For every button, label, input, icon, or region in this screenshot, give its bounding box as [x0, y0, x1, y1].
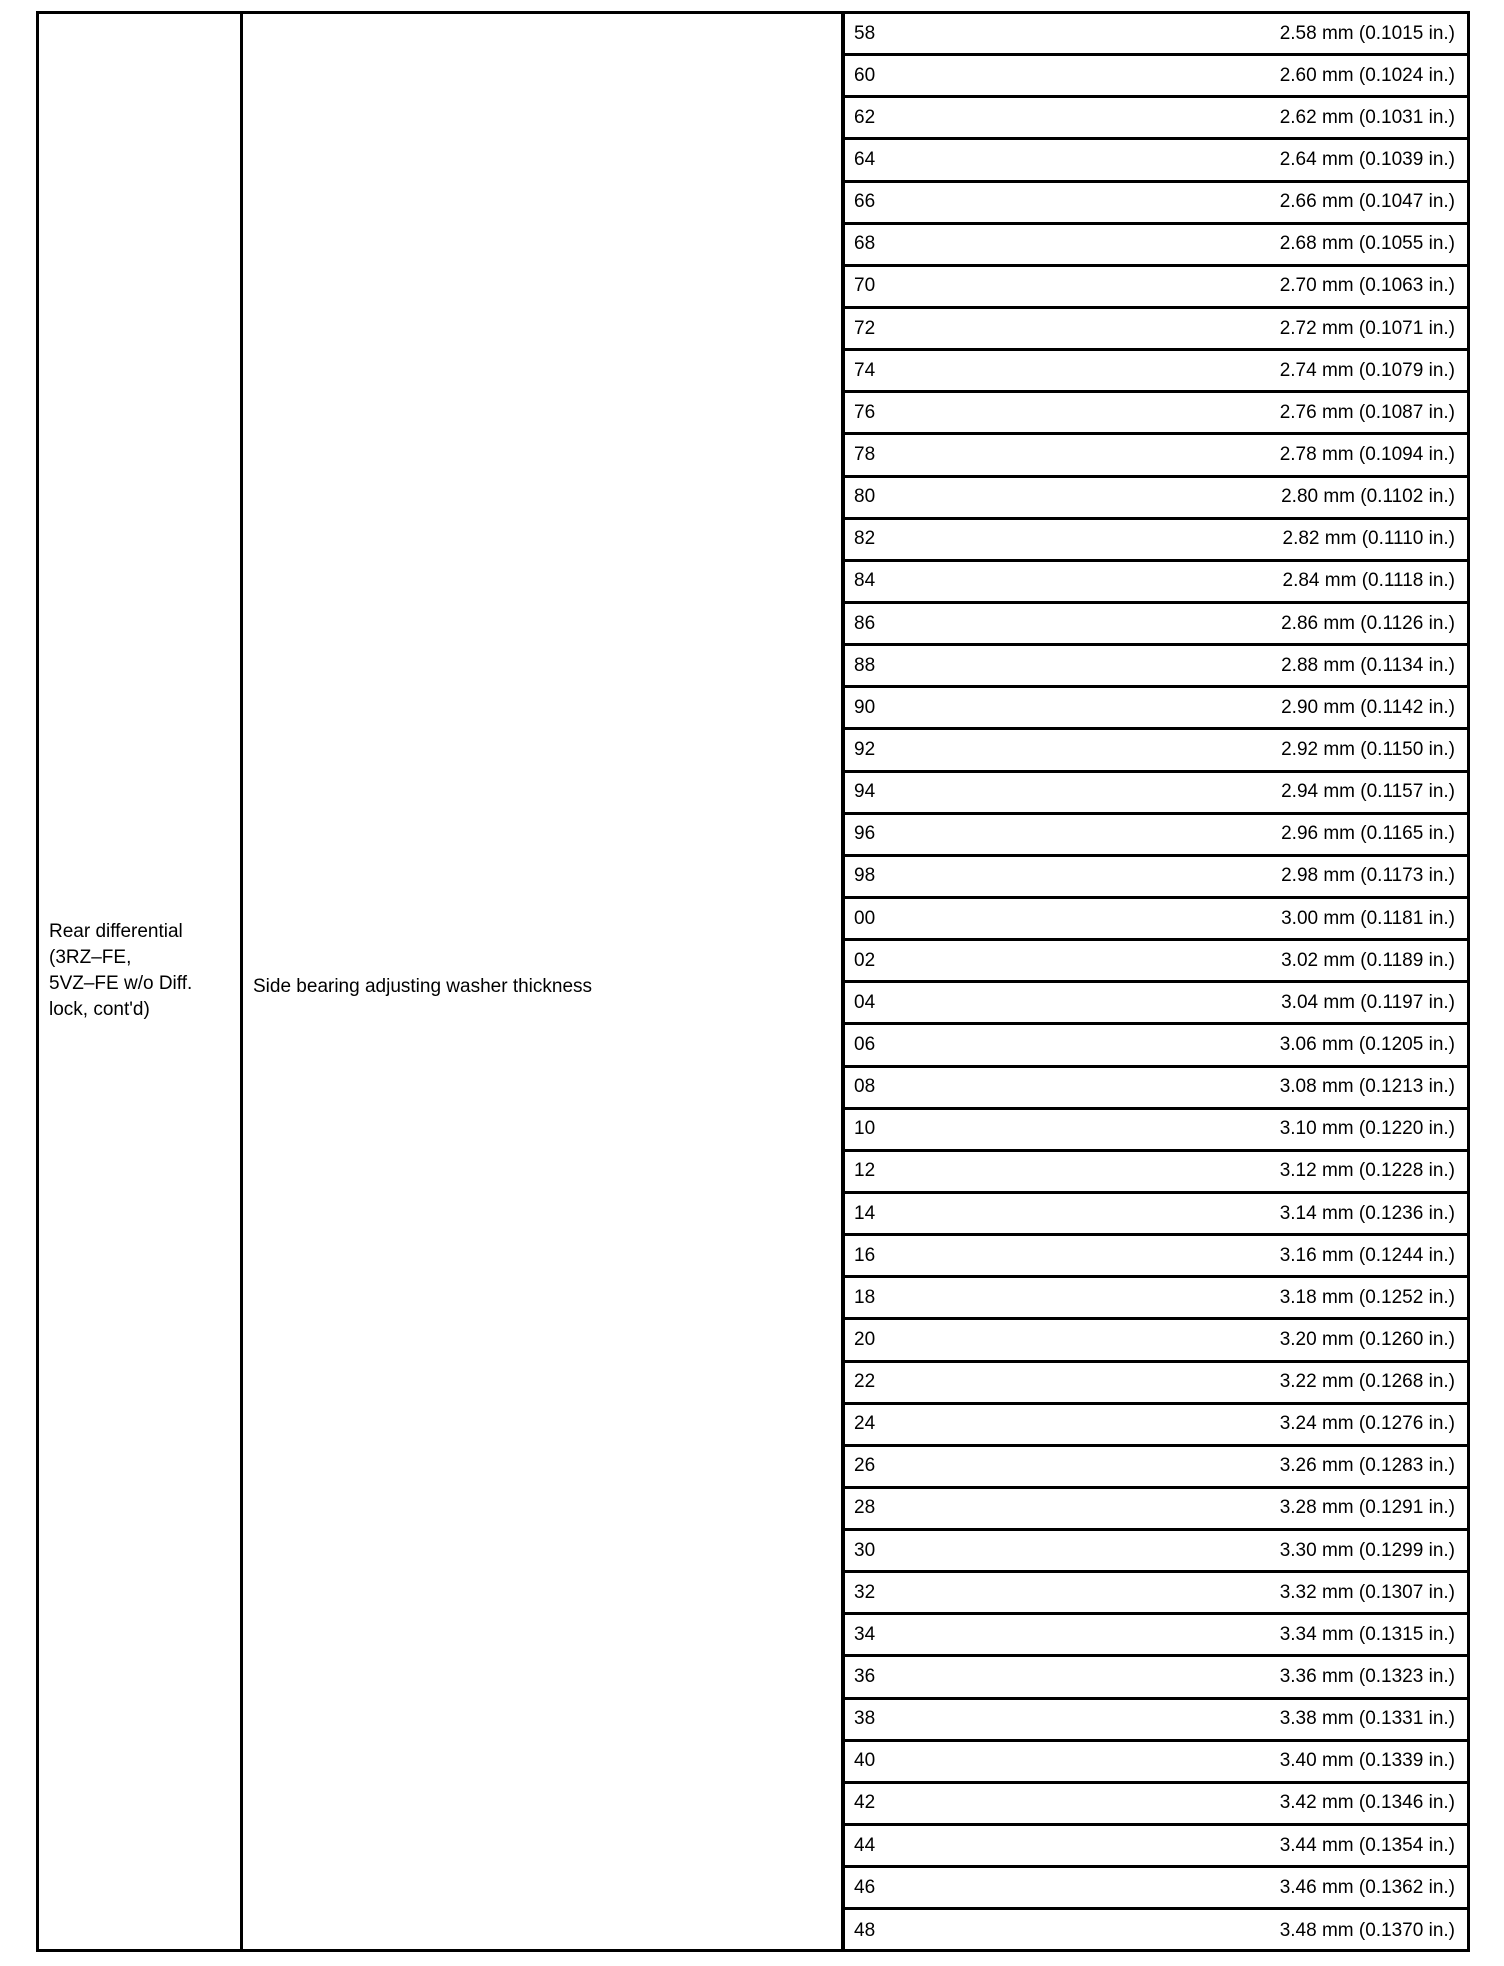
row-thickness: 3.12 mm (0.1228 in.) [1279, 1160, 1455, 1182]
table-row [845, 140, 1467, 182]
row-thickness: 2.60 mm (0.1024 in.) [1279, 64, 1455, 86]
row-mark: 28 [854, 1497, 876, 1519]
row-thickness: 2.78 mm (0.1094 in.) [1279, 443, 1455, 465]
table-row [845, 815, 1467, 857]
table-row [845, 1531, 1467, 1573]
row-thickness: 2.86 mm (0.1126 in.) [1281, 612, 1455, 634]
washer-rows [845, 14, 1467, 1949]
row-mark: 78 [854, 443, 876, 465]
row-mark: 08 [854, 1076, 876, 1098]
row-thickness: 2.62 mm (0.1031 in.) [1279, 106, 1455, 128]
item-label: Rear differential (3RZ–FE, 5VZ–FE w/o Diff. lock, cont'd) [49, 921, 193, 1020]
row-mark: 20 [854, 1328, 876, 1350]
row-thickness: 2.94 mm (0.1157 in.) [1281, 781, 1455, 803]
row-thickness: 3.26 mm (0.1283 in.) [1279, 1455, 1455, 1477]
row-thickness: 2.88 mm (0.1134 in.) [1281, 654, 1455, 676]
row-mark: 90 [854, 696, 876, 718]
row-mark: 46 [854, 1876, 876, 1898]
row-thickness: 2.66 mm (0.1047 in.) [1279, 191, 1455, 213]
row-thickness: 2.82 mm (0.1110 in.) [1282, 528, 1455, 550]
row-thickness: 3.10 mm (0.1220 in.) [1279, 1118, 1455, 1140]
table-row [845, 857, 1467, 899]
row-thickness: 2.90 mm (0.1142 in.) [1281, 696, 1455, 718]
table-row [845, 393, 1467, 435]
row-thickness: 3.18 mm (0.1252 in.) [1279, 1286, 1455, 1308]
item-column [39, 14, 243, 1949]
row-thickness: 3.32 mm (0.1307 in.) [1279, 1581, 1455, 1603]
table-row [845, 1447, 1467, 1489]
table-row [845, 604, 1467, 646]
row-thickness: 3.16 mm (0.1244 in.) [1279, 1244, 1455, 1266]
row-mark: 30 [854, 1539, 876, 1561]
row-thickness: 3.36 mm (0.1323 in.) [1279, 1666, 1455, 1688]
row-thickness: 3.28 mm (0.1291 in.) [1279, 1497, 1455, 1519]
row-thickness: 2.76 mm (0.1087 in.) [1279, 401, 1455, 423]
parameter-label: Side bearing adjusting washer thickness [253, 976, 593, 997]
row-thickness: 3.04 mm (0.1197 in.) [1281, 991, 1455, 1013]
row-mark: 72 [854, 317, 876, 339]
row-thickness: 3.06 mm (0.1205 in.) [1279, 1033, 1455, 1055]
table-row [845, 1194, 1467, 1236]
row-mark: 88 [854, 654, 876, 676]
row-mark: 00 [854, 907, 876, 929]
row-mark: 14 [854, 1202, 876, 1224]
row-mark: 44 [854, 1834, 876, 1856]
table-row [845, 56, 1467, 98]
row-mark: 10 [854, 1118, 876, 1140]
table-row [845, 435, 1467, 477]
parameter-column [243, 14, 845, 1949]
row-mark: 96 [854, 823, 876, 845]
row-thickness: 3.00 mm (0.1181 in.) [1281, 907, 1455, 929]
table-row [845, 309, 1467, 351]
row-thickness: 2.92 mm (0.1150 in.) [1281, 738, 1455, 760]
row-thickness: 3.38 mm (0.1331 in.) [1279, 1708, 1455, 1730]
row-mark: 92 [854, 738, 876, 760]
table-row [845, 1657, 1467, 1699]
row-mark: 94 [854, 781, 876, 803]
row-mark: 70 [854, 275, 876, 297]
row-mark: 62 [854, 106, 876, 128]
row-mark: 84 [854, 570, 876, 592]
row-thickness: 3.14 mm (0.1236 in.) [1279, 1202, 1455, 1224]
row-thickness: 3.40 mm (0.1339 in.) [1279, 1750, 1455, 1772]
table-row [845, 225, 1467, 267]
row-thickness: 3.46 mm (0.1362 in.) [1279, 1876, 1455, 1898]
row-mark: 64 [854, 148, 876, 170]
table-row [845, 1363, 1467, 1405]
table-row [845, 1742, 1467, 1784]
row-mark: 18 [854, 1286, 876, 1308]
row-mark: 80 [854, 486, 876, 508]
table-row [845, 1236, 1467, 1278]
table-row [845, 14, 1467, 56]
row-thickness: 2.58 mm (0.1015 in.) [1279, 22, 1455, 44]
row-thickness: 2.68 mm (0.1055 in.) [1279, 233, 1455, 255]
row-thickness: 3.48 mm (0.1370 in.) [1279, 1920, 1455, 1942]
table-row [845, 899, 1467, 941]
row-thickness: 3.20 mm (0.1260 in.) [1279, 1328, 1455, 1350]
table-row [845, 646, 1467, 688]
row-mark: 68 [854, 233, 876, 255]
table-row [845, 1784, 1467, 1826]
row-mark: 40 [854, 1750, 876, 1772]
row-mark: 60 [854, 64, 876, 86]
row-mark: 34 [854, 1623, 876, 1645]
row-thickness: 3.24 mm (0.1276 in.) [1279, 1413, 1455, 1435]
row-thickness: 3.34 mm (0.1315 in.) [1279, 1623, 1455, 1645]
row-mark: 16 [854, 1244, 876, 1266]
table-row [845, 1110, 1467, 1152]
row-mark: 42 [854, 1792, 876, 1814]
table-row [845, 941, 1467, 983]
row-mark: 82 [854, 528, 876, 550]
table-row [845, 98, 1467, 140]
table-row [845, 1489, 1467, 1531]
row-thickness: 2.96 mm (0.1165 in.) [1281, 823, 1455, 845]
row-thickness: 3.02 mm (0.1189 in.) [1281, 949, 1455, 971]
table-row [845, 478, 1467, 520]
row-mark: 06 [854, 1033, 876, 1055]
row-thickness: 3.22 mm (0.1268 in.) [1279, 1371, 1455, 1393]
row-thickness: 2.70 mm (0.1063 in.) [1279, 275, 1455, 297]
row-mark: 24 [854, 1413, 876, 1435]
table-row [845, 1700, 1467, 1742]
row-thickness: 2.80 mm (0.1102 in.) [1281, 486, 1455, 508]
table-row [845, 1320, 1467, 1362]
table-row [845, 1573, 1467, 1615]
table-row [845, 520, 1467, 562]
table-row [845, 1278, 1467, 1320]
table-row [845, 983, 1467, 1025]
row-mark: 76 [854, 401, 876, 423]
table-row [845, 351, 1467, 393]
row-thickness: 3.44 mm (0.1354 in.) [1279, 1834, 1455, 1856]
row-thickness: 3.30 mm (0.1299 in.) [1279, 1539, 1455, 1561]
row-mark: 12 [854, 1160, 876, 1182]
row-mark: 58 [854, 22, 876, 44]
row-mark: 36 [854, 1666, 876, 1688]
row-mark: 02 [854, 949, 876, 971]
row-mark: 04 [854, 991, 876, 1013]
table-row [845, 1068, 1467, 1110]
row-thickness: 2.64 mm (0.1039 in.) [1279, 148, 1455, 170]
table-row [845, 1868, 1467, 1910]
row-mark: 22 [854, 1371, 876, 1393]
table-row [845, 1025, 1467, 1067]
row-thickness: 3.08 mm (0.1213 in.) [1279, 1076, 1455, 1098]
table-row [845, 773, 1467, 815]
table-row [845, 183, 1467, 225]
spec-table [36, 11, 1470, 1952]
table-row [845, 1826, 1467, 1868]
row-mark: 48 [854, 1920, 876, 1942]
row-mark: 86 [854, 612, 876, 634]
row-thickness: 2.84 mm (0.1118 in.) [1282, 570, 1455, 592]
row-mark: 66 [854, 191, 876, 213]
row-thickness: 3.42 mm (0.1346 in.) [1279, 1792, 1455, 1814]
row-mark: 98 [854, 865, 876, 887]
table-row [845, 562, 1467, 604]
table-row [845, 1405, 1467, 1447]
table-row [845, 1615, 1467, 1657]
table-row [845, 730, 1467, 772]
row-thickness: 2.98 mm (0.1173 in.) [1281, 865, 1455, 887]
row-mark: 26 [854, 1455, 876, 1477]
row-mark: 74 [854, 359, 876, 381]
row-mark: 32 [854, 1581, 876, 1603]
row-thickness: 2.74 mm (0.1079 in.) [1279, 359, 1455, 381]
table-row [845, 267, 1467, 309]
table-row [845, 688, 1467, 730]
row-mark: 38 [854, 1708, 876, 1730]
row-thickness: 2.72 mm (0.1071 in.) [1279, 317, 1455, 339]
table-row [845, 1152, 1467, 1194]
table-row [845, 1910, 1467, 1952]
